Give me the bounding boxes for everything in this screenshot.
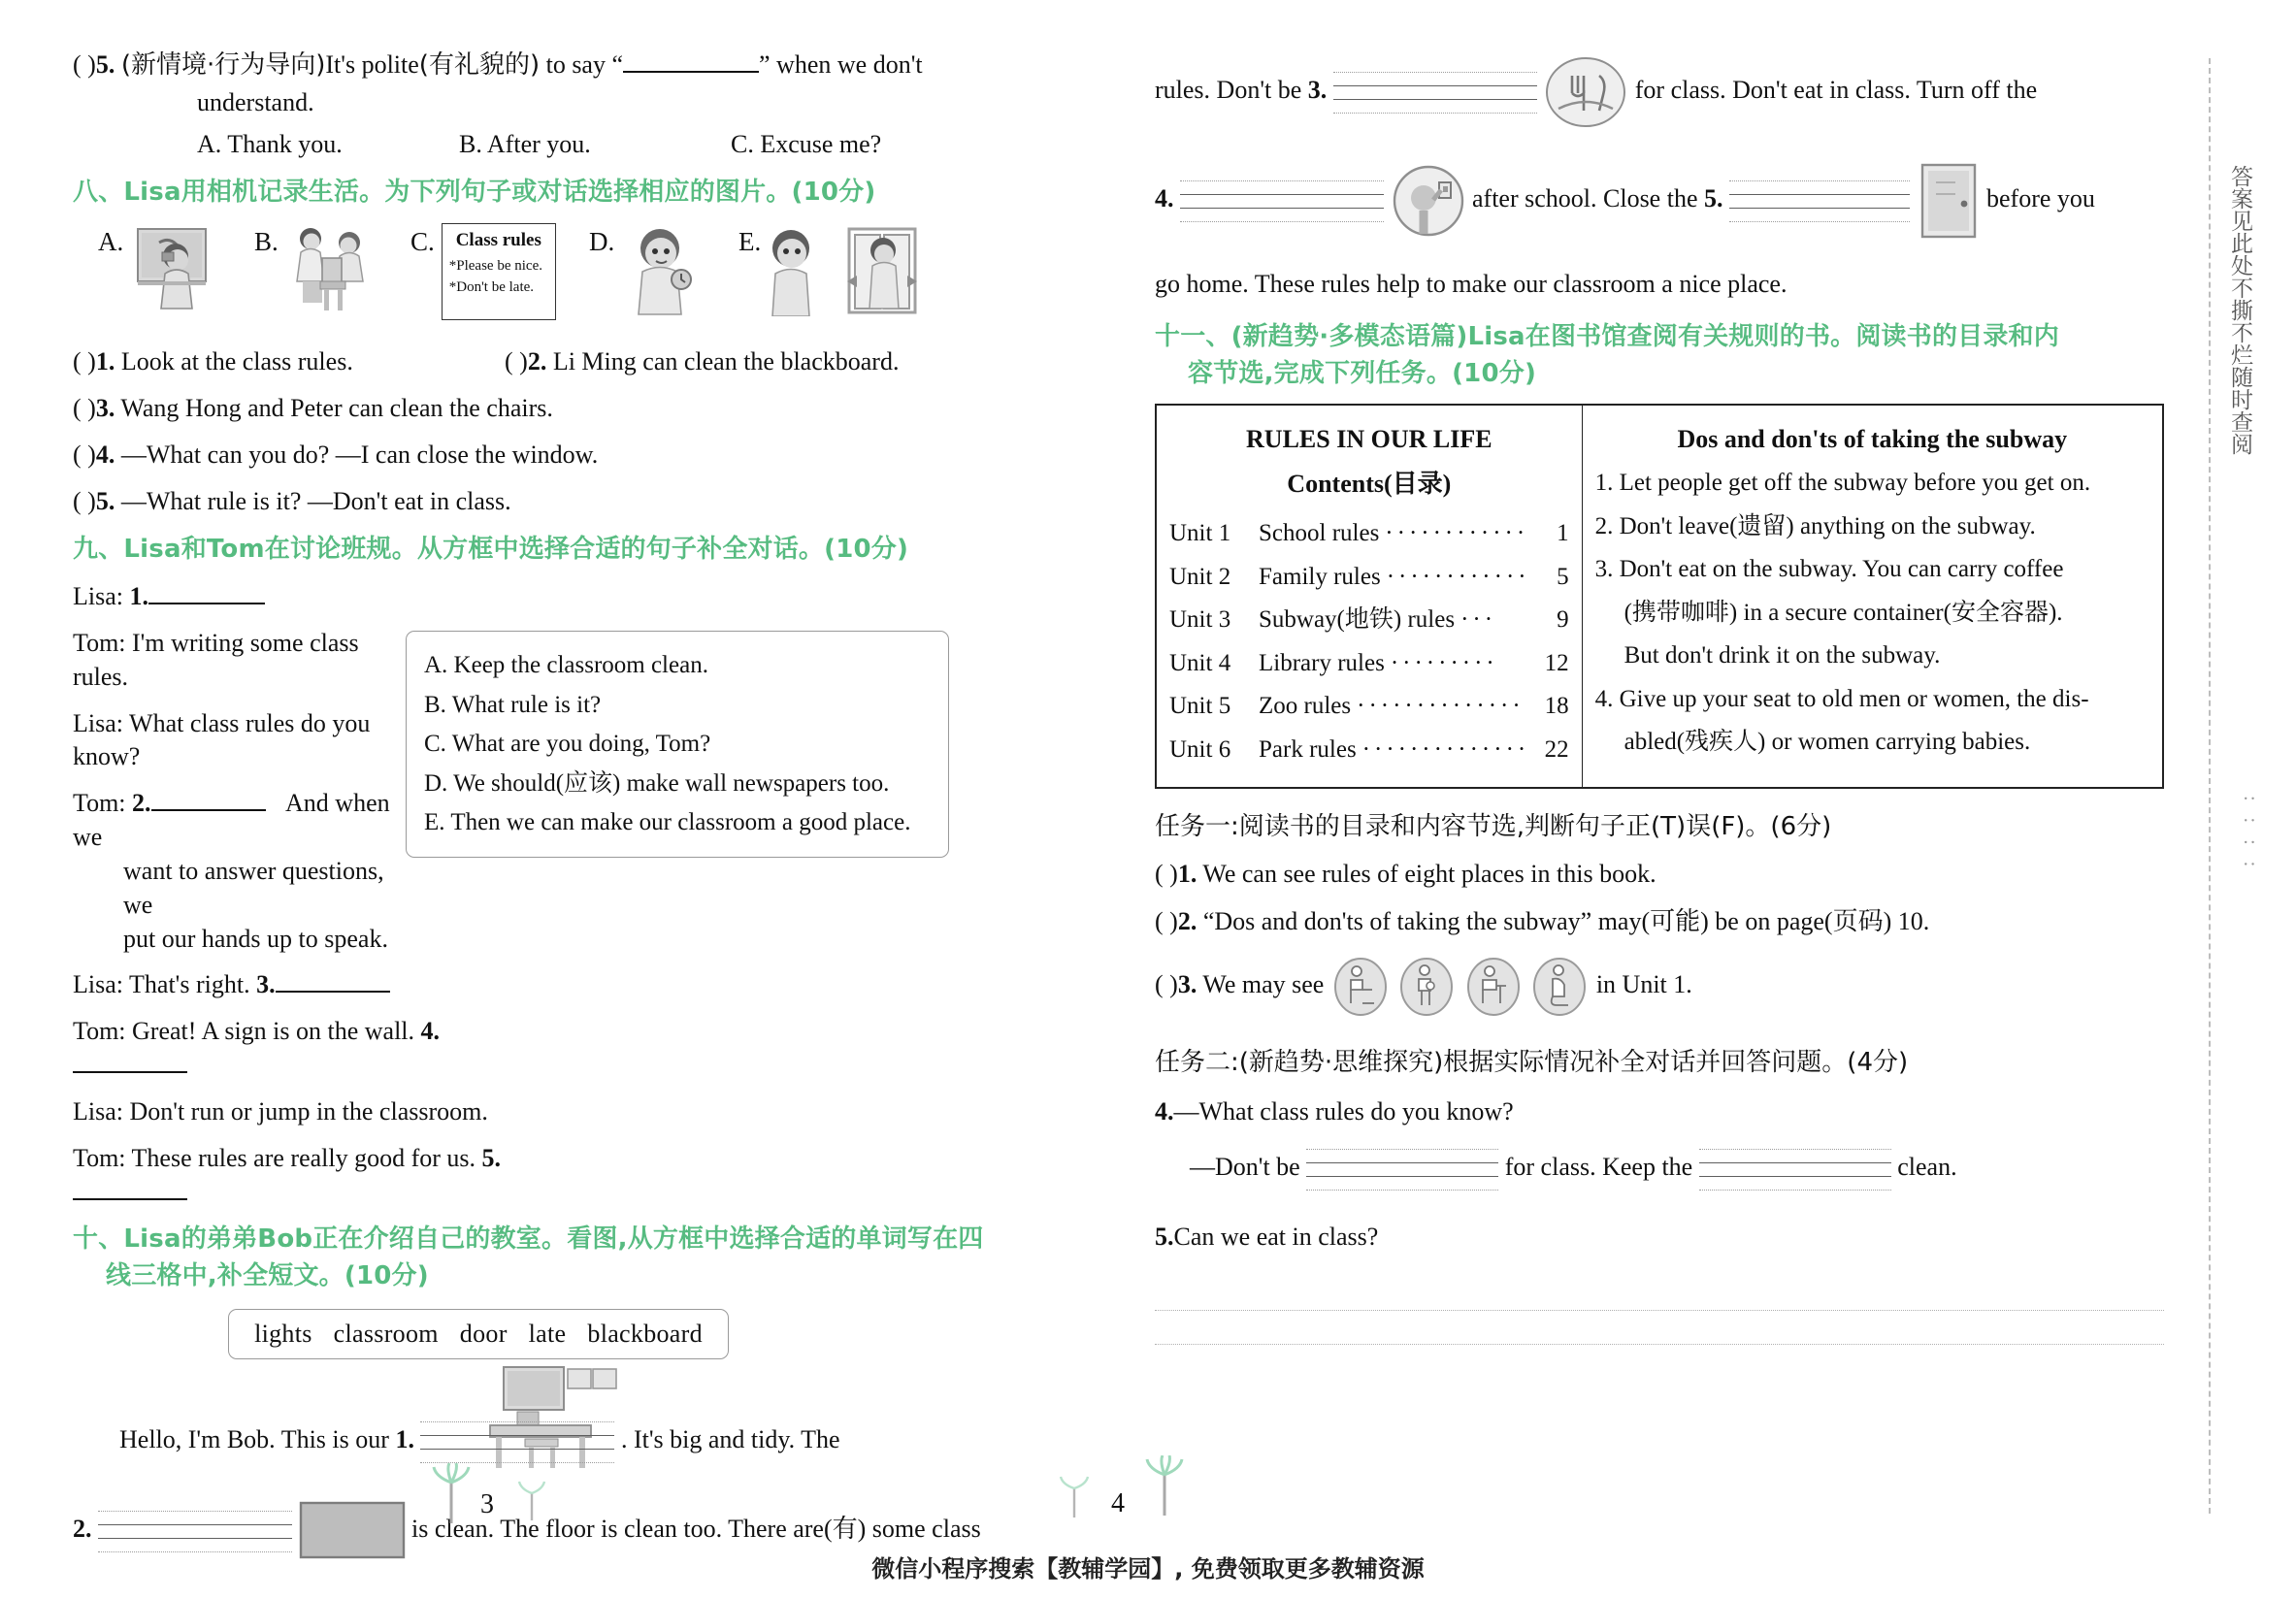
- spine-vertical-text: 答案见此处不撕不烂随时查阅: [2227, 165, 2252, 455]
- word-bank-item-1[interactable]: lights: [254, 1319, 312, 1348]
- q5-stem-c: ” when we don't: [759, 50, 923, 79]
- toc-name-5: Zoo rules: [1259, 693, 1352, 720]
- s9-line-4: [73, 787, 393, 956]
- section-8-item-2: [505, 347, 899, 375]
- s8-num-2: 2.: [527, 347, 547, 376]
- section-8-item-row-1: [73, 345, 1082, 379]
- t1-bracket-2[interactable]: ( ): [1155, 907, 1178, 936]
- priority-seat-icon-3: [1465, 957, 1522, 1017]
- q5-answer-blank[interactable]: [623, 49, 759, 73]
- writing-grid-5[interactable]: [1729, 179, 1910, 223]
- toc-page-6: 22: [1544, 735, 1569, 763]
- section-9-option-box: [406, 631, 949, 858]
- section-10-passage: [73, 1373, 1082, 1577]
- turn-off-lights-icon: [1391, 161, 1466, 241]
- t1-num-1: 1.: [1177, 860, 1197, 889]
- s8-text-3: Wang Hong and Peter can clean the chairs.: [120, 394, 553, 422]
- q5-line2: [197, 86, 1082, 120]
- cont-line2-num2: 5.: [1704, 183, 1723, 212]
- thumb-boy-cleaning-blackboard: [130, 223, 219, 316]
- writing-grid-3[interactable]: [1333, 70, 1537, 114]
- toc-dots-4: ·········: [1390, 649, 1498, 676]
- section-8-picture-strip: [73, 223, 1082, 328]
- s9-text-3: What class rules do you know?: [73, 708, 371, 771]
- s9-option-b[interactable]: B. What rule is it?: [424, 691, 602, 718]
- q5-stem-gloss: (有礼貌的): [418, 50, 541, 80]
- s9-text-2: I'm writing some class rules.: [73, 629, 359, 691]
- table-row: [1156, 405, 2163, 788]
- t1-text-3a: We may see: [1202, 969, 1325, 998]
- class-rules-sign: [442, 223, 556, 320]
- table-right-title: Dos and don'ts of taking the subway: [1677, 425, 2068, 454]
- s9-speaker-7: Lisa:: [73, 1096, 123, 1126]
- s9-line-6: [73, 1015, 490, 1083]
- picture-option-b[interactable]: [254, 223, 375, 316]
- t1-text-1: We can see rules of eight places in this book.: [1202, 860, 1656, 889]
- left-page-column: [73, 0, 1116, 1599]
- s9-text-4-cont-1: want to answer questions, we: [123, 856, 384, 919]
- toc-page-3: 9: [1557, 606, 1569, 634]
- cont-line1-num: 3.: [1307, 75, 1328, 104]
- q5-choice-a[interactable]: A. Thank you.: [197, 129, 343, 158]
- section-8-item-3: [73, 392, 1082, 426]
- writing-grid-4[interactable]: [1180, 179, 1384, 223]
- dos-donts-item-2: 2. Don't leave(遗留) anything on the subway.: [1594, 512, 2036, 539]
- priority-seat-icon-4: [1531, 957, 1588, 1017]
- dos-donts-item-3: 3. Don't eat on the subway. You can carry coffee: [1594, 556, 2064, 583]
- dos-donts-item-5: But don't drink it on the subway.: [1624, 642, 1941, 669]
- toc-row: [1169, 687, 1569, 727]
- class-rules-line-2: *Don't be late.: [448, 279, 535, 296]
- task-2-answer-lines[interactable]: [1155, 1277, 2164, 1345]
- s9-line-2: [73, 627, 393, 695]
- s8-num-4: 4.: [95, 440, 115, 469]
- toc-unit-5: Unit 5: [1169, 693, 1231, 720]
- s8-text-4: —What can you do? —I can close the window.: [120, 440, 599, 469]
- s9-line-8: [73, 1142, 529, 1210]
- toc-dots-5: ··············: [1357, 693, 1525, 720]
- s8-bracket-1[interactable]: ( ): [73, 347, 96, 376]
- picture-label-c: C.: [410, 227, 435, 257]
- picture-label-e: E.: [738, 227, 762, 257]
- q5-stem-b: to say “: [545, 50, 624, 79]
- t2-q4-ans-c: clean.: [1897, 1152, 1957, 1181]
- table-cell-contents: [1156, 405, 1582, 788]
- s9-speaker-8: Tom:: [73, 1143, 126, 1172]
- s9-blank-4[interactable]: [151, 788, 266, 811]
- picture-label-b: B.: [254, 227, 279, 257]
- s8-num-1: 1.: [95, 347, 115, 376]
- toc-dots-1: ············: [1385, 520, 1529, 547]
- s8-text-1: Look at the class rules.: [120, 347, 353, 376]
- palm-decoration-right-1: [1058, 1473, 1091, 1517]
- q5-choices: [197, 128, 1082, 162]
- tear-off-spine: [2209, 58, 2279, 1514]
- t1-bracket-3[interactable]: ( ): [1155, 969, 1178, 998]
- no-eating-icon: [1543, 54, 1628, 130]
- s9-text-4-cont-2: put our hands up to speak.: [123, 924, 388, 953]
- rules-reference-table: [1155, 404, 2164, 789]
- s9-option-d[interactable]: D. We should(应该) make wall newspapers too.: [424, 769, 890, 797]
- task-2-answer-4: [1190, 1147, 2164, 1191]
- t1-num-2: 2.: [1177, 907, 1197, 936]
- priority-seat-icon-2: [1398, 957, 1455, 1017]
- cont-line2-b: before you: [1986, 183, 2095, 212]
- s9-text-7: Don't run or jump in the classroom.: [129, 1096, 488, 1126]
- s9-text-8: These rules are really good for us.: [131, 1143, 476, 1172]
- section-10-heading-line-1: 十、Lisa的弟弟Bob正在介绍自己的教室。看图,从方框中选择合适的单词写在四: [73, 1224, 984, 1255]
- toc-name-2: Family rules: [1259, 563, 1381, 590]
- s10-para1-a: Hello, I'm Bob. This is our: [119, 1424, 389, 1453]
- section-9-body: [73, 580, 1082, 1209]
- t2-q5-num: 5.: [1155, 1222, 1174, 1251]
- toc-dots-2: ············: [1386, 563, 1530, 590]
- word-bank-item-2[interactable]: classroom: [333, 1319, 439, 1348]
- task-2-heading: 任务二:(新趋势·思维探究)根据实际情况补全对话并回答问题。(4分): [1155, 1047, 1909, 1077]
- s9-speaker-1: Lisa:: [73, 582, 123, 611]
- section-10-word-bank: [228, 1309, 729, 1359]
- section-8-item-1: [73, 345, 505, 379]
- section-9-dialogue: [73, 580, 502, 1209]
- s9-text-4: And when we: [73, 789, 390, 852]
- toc-page-4: 12: [1544, 649, 1569, 676]
- answer-line-2[interactable]: [1155, 1311, 2164, 1345]
- s9-line-3: [73, 707, 393, 775]
- s9-text-6: Great! A sign is on the wall.: [132, 1017, 415, 1046]
- s10-para1-b: . It's big and tidy. The: [620, 1424, 840, 1453]
- s9-option-a[interactable]: A. Keep the classroom clean.: [424, 652, 708, 679]
- t2-q4-ans-a: —Don't be: [1190, 1152, 1300, 1181]
- dos-donts-item-1: 1. Let people get off the subway before you get on.: [1594, 470, 2091, 497]
- writing-grid-2[interactable]: [98, 1509, 292, 1553]
- palm-decoration-left-1: [430, 1463, 473, 1521]
- s9-blank-5[interactable]: [276, 969, 390, 993]
- t1-bracket-1[interactable]: ( ): [1155, 860, 1178, 889]
- writing-grid-1[interactable]: [420, 1420, 614, 1464]
- close-door-icon: [1917, 161, 1981, 241]
- s9-line-7: [73, 1095, 490, 1129]
- spine-dotted-marker: : : : :: [2240, 796, 2261, 873]
- q5-bracket[interactable]: ( ): [73, 50, 96, 79]
- s9-speaker-6: Tom:: [73, 1017, 126, 1046]
- s9-blank-1[interactable]: [148, 581, 265, 604]
- t2-q4-num: 4.: [1155, 1096, 1174, 1126]
- priority-seat-icon-1: [1332, 957, 1389, 1017]
- s9-option-e[interactable]: E. Then we can make our classroom a good place.: [424, 809, 911, 836]
- dos-donts-item-6: 4. Give up your seat to old men or women, the dis-: [1594, 685, 2089, 712]
- section-11-heading-line-2: 容节选,完成下列任务。(10分): [1188, 358, 1537, 388]
- section-8-heading: 八、Lisa用相机记录生活。为下列句子或对话选择相应的图片。(10分): [73, 178, 876, 208]
- dos-donts-item-4: (携带咖啡) in a secure container(安全容器).: [1624, 599, 2063, 626]
- s9-blank-8[interactable]: [73, 1177, 187, 1200]
- s10-para2-b: is clean. The floor is clean too. There are(有) some class: [411, 1514, 981, 1543]
- s9-text-5: That's right.: [129, 970, 250, 999]
- section-8-item-4: [73, 439, 1082, 473]
- thumb-boy-closing-window: [837, 223, 927, 316]
- task-2-question-5: [1155, 1221, 2164, 1255]
- toc-unit-2: Unit 2: [1169, 563, 1231, 590]
- palm-decoration-left-2: [516, 1478, 547, 1520]
- passage-continuation-line-3: go home. These rules help to make our classroom a nice place.: [1155, 270, 1788, 298]
- picture-label-d: D.: [589, 227, 615, 257]
- s9-speaker-4: Tom:: [73, 789, 126, 818]
- section-10-heading: [73, 1222, 1082, 1294]
- task-2-question-4: [1155, 1095, 2164, 1129]
- s8-num-5: 5.: [95, 486, 115, 515]
- s9-line-1: [73, 580, 393, 614]
- toc-name-1: School rules: [1259, 520, 1380, 547]
- s10-para2-num: 2.: [73, 1514, 92, 1543]
- q5-choice-c[interactable]: C. Excuse me?: [731, 129, 882, 158]
- cont-line2-a: after school. Close the: [1472, 183, 1698, 212]
- q5-tag: (新情境·行为导向): [120, 50, 326, 80]
- task-1-item-2: [1155, 905, 2164, 939]
- class-rules-title: Class rules: [455, 230, 541, 251]
- table-cell-dos-donts: [1582, 405, 2163, 788]
- s8-bracket-3[interactable]: ( ): [73, 394, 96, 422]
- section-11-heading: [1155, 319, 2164, 392]
- toc-name-3: Subway(地铁) rules: [1259, 606, 1456, 634]
- picture-option-e-image[interactable]: [808, 223, 927, 316]
- task-1-item-1: [1155, 858, 2164, 892]
- task-1-heading: 任务一:阅读书的目录和内容节选,判断句子正(T)误(F)。(6分): [1155, 812, 1832, 842]
- footer-promo-note: 微信小程序搜索【教辅学园】, 免费领取更多教辅资源: [871, 1555, 1425, 1583]
- s8-bracket-4[interactable]: ( ): [73, 440, 96, 469]
- toc-unit-3: Unit 3: [1169, 606, 1231, 634]
- s8-bracket-5[interactable]: ( ): [73, 486, 96, 515]
- s8-text-5: —What rule is it? —Don't eat in class.: [120, 486, 511, 515]
- section-8-item-5: [73, 485, 1082, 519]
- right-page-number: 4: [1111, 1488, 1125, 1518]
- question-5: [73, 49, 1082, 82]
- passage-continuation-line-1: [1155, 54, 2164, 161]
- toc-unit-1: Unit 1: [1169, 520, 1231, 547]
- picture-option-e[interactable]: [738, 223, 814, 316]
- q5-line2-text: understand.: [197, 87, 314, 116]
- picture-option-a[interactable]: [98, 223, 219, 316]
- s9-option-c[interactable]: C. What are you doing, Tom?: [424, 731, 711, 758]
- toc-row: [1169, 731, 1569, 770]
- s10-para1-num: 1.: [395, 1424, 414, 1453]
- s8-num-3: 3.: [95, 394, 115, 422]
- toc-row: [1169, 644, 1569, 684]
- toc-row: [1169, 514, 1569, 554]
- s9-line-5: [73, 968, 393, 1002]
- class-rules-line-1: *Please be nice.: [448, 258, 542, 275]
- writing-grid-7[interactable]: [1699, 1147, 1891, 1191]
- word-bank-item-4[interactable]: late: [528, 1319, 567, 1348]
- t1-text-2: “Dos and don'ts of taking the subway” may(可能) be on page(页码) 10.: [1202, 907, 1930, 936]
- s9-speaker-2: Tom:: [73, 629, 126, 657]
- t1-num-3: 3.: [1177, 969, 1197, 998]
- cont-line2-num: 4.: [1155, 183, 1174, 212]
- toc-name-6: Park rules: [1259, 735, 1357, 763]
- t2-q4-ans-b: for class. Keep the: [1504, 1152, 1693, 1181]
- toc-dots-3: ···: [1460, 606, 1497, 634]
- picture-option-d[interactable]: [589, 223, 710, 316]
- s9-num-4: 2.: [132, 789, 151, 818]
- toc-page-5: 18: [1544, 693, 1569, 720]
- writing-grid-6[interactable]: [1306, 1147, 1498, 1191]
- thumb-boy-pointing-at-watch: [621, 223, 710, 316]
- s9-num-1: 1.: [129, 582, 148, 611]
- cont-line1-b: for class. Don't eat in class. Turn off the: [1634, 75, 2038, 104]
- q5-stem-a: It's polite: [325, 50, 419, 79]
- word-bank-item-3[interactable]: door: [459, 1319, 508, 1348]
- section-9-heading: 九、Lisa和Tom在讨论班规。从方框中选择合适的句子补全对话。(10分): [73, 535, 909, 565]
- s9-speaker-3: Lisa:: [73, 708, 123, 737]
- cont-line1-a: rules. Don't be: [1155, 75, 1302, 104]
- toc-name-4: Library rules: [1259, 649, 1385, 676]
- answer-line-1[interactable]: [1155, 1277, 2164, 1311]
- word-bank-item-5[interactable]: blackboard: [587, 1319, 703, 1348]
- section-10-para-line-1: [119, 1420, 1051, 1464]
- s8-bracket-2[interactable]: ( ): [505, 347, 528, 376]
- s9-num-5: 3.: [256, 970, 276, 999]
- picture-label-a: A.: [98, 227, 124, 257]
- s9-num-6: 4.: [420, 1017, 441, 1046]
- task-1-item-3: [1155, 957, 2164, 1017]
- toc-dots-6: ··············: [1361, 735, 1530, 763]
- toc-row: [1169, 601, 1569, 640]
- s9-speaker-5: Lisa:: [73, 970, 123, 999]
- picture-option-c[interactable]: [410, 223, 556, 320]
- table-left-title: RULES IN OUR LIFE: [1246, 425, 1492, 454]
- toc-page-2: 5: [1557, 563, 1569, 590]
- q5-choice-b[interactable]: B. After you.: [459, 129, 591, 158]
- toc-page-1: 1: [1557, 520, 1569, 547]
- passage-continuation-line-2: [1155, 161, 2164, 262]
- dos-donts-item-7: abled(残疾人) or women carrying babies.: [1624, 729, 2031, 756]
- t2-q5-text: Can we eat in class?: [1173, 1222, 1379, 1251]
- palm-decoration-right-2: [1143, 1455, 1186, 1514]
- t2-q4-text: —What class rules do you know?: [1173, 1096, 1514, 1126]
- table-left-subtitle: Contents(目录): [1287, 470, 1452, 499]
- t1-text-3b: in Unit 1.: [1595, 969, 1692, 998]
- s9-blank-6[interactable]: [73, 1050, 187, 1073]
- q5-number: 5.: [95, 50, 115, 79]
- toc-unit-4: Unit 4: [1169, 649, 1231, 676]
- section-10-heading-line-2: 线三格中,补全短文。(10分): [106, 1261, 429, 1291]
- left-page-number: 3: [480, 1489, 494, 1519]
- toc-row: [1169, 558, 1569, 598]
- toc-unit-6: Unit 6: [1169, 735, 1231, 763]
- section-11-heading-line-1: 十一、(新趋势·多模态语篇)Lisa在图书馆查阅有关规则的书。阅读书的目录和内: [1155, 321, 2059, 351]
- thumb-students-cleaning-chairs: [285, 223, 375, 316]
- s9-num-8: 5.: [481, 1143, 502, 1172]
- s8-text-2: Li Ming can clean the blackboard.: [552, 347, 900, 376]
